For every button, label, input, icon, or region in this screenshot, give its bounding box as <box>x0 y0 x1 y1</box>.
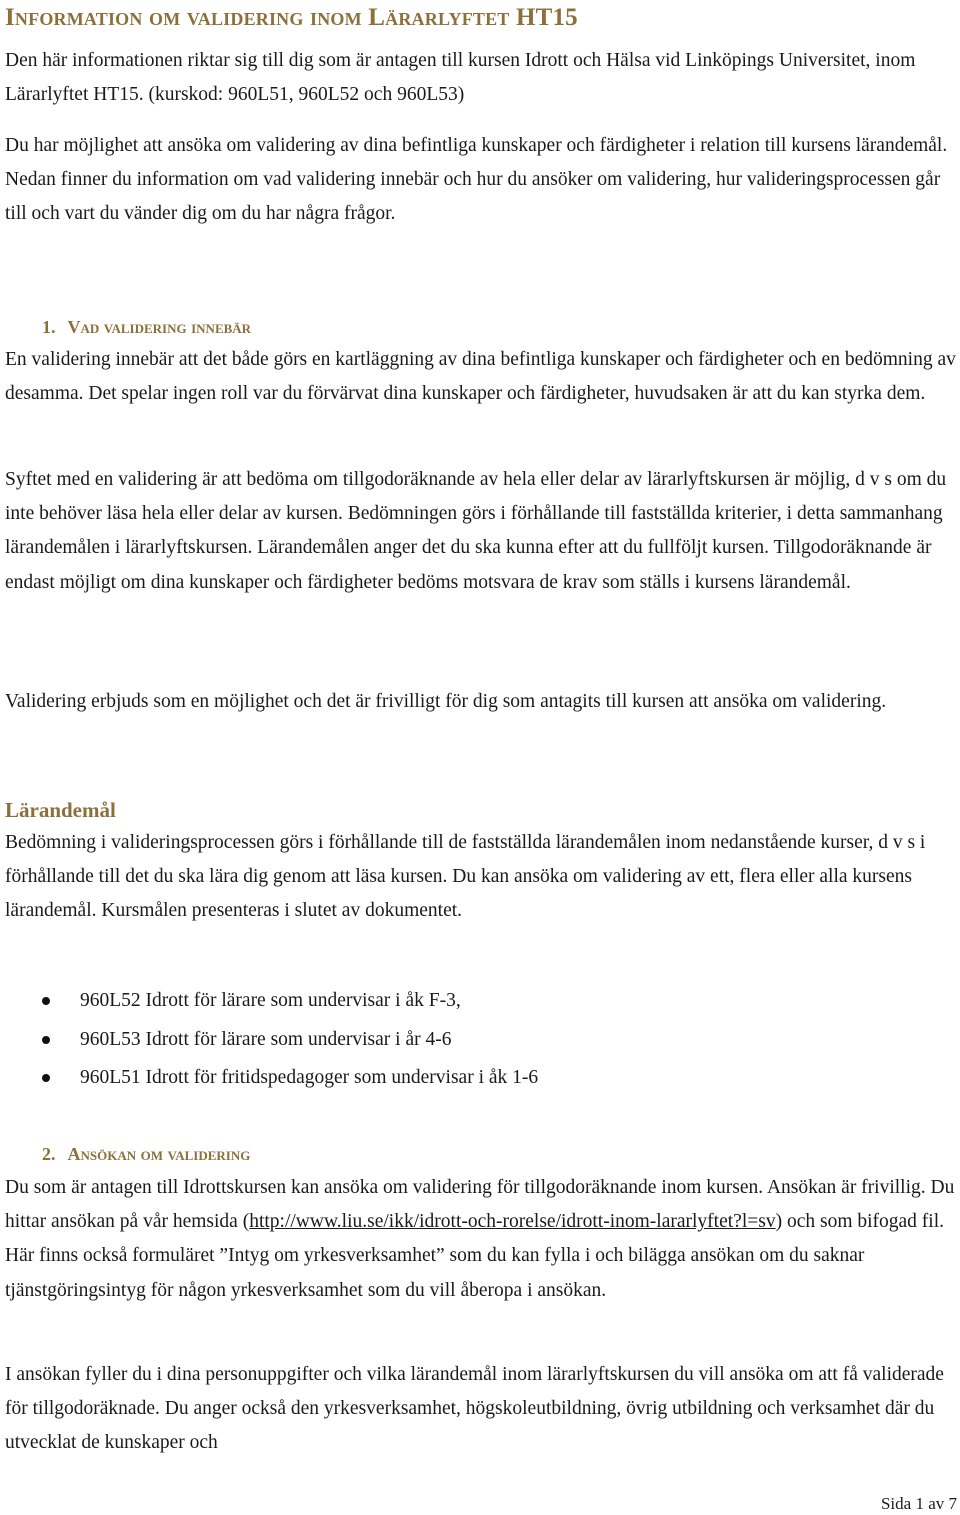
section-1-paragraph-1: En validering innebär att det både görs en kartläggning av dina befintliga kunskaper och färdigheter och en bedömning av desamma. Det spelar ingen roll var du förvärvat dina kunskaper och färdigheter, huvudsaken är att du kan styrka dem. <box>5 349 956 405</box>
list-item <box>0 1061 960 1100</box>
bullet-icon <box>42 1074 50 1082</box>
section-2-heading <box>42 1140 250 1168</box>
intro-paragraph-2: Du har möjlighet att ansöka om validering av dina befintliga kunskaper och färdigheter i relation till kursens lärandemål. Nedan finner du information om vad validering innebär och hur du ansöker om validering, hur valideringsprocessen går till och vart du vänder dig om du har några frågor. <box>5 135 948 225</box>
bullet-icon <box>42 1036 50 1044</box>
section-1-number: 1. <box>42 317 56 337</box>
list-item <box>0 1023 960 1062</box>
section-2-paragraph-2: I ansökan fyller du i dina personuppgifter och vilka lärandemål inom lärarlyftskursen du vill ansöka om att få validerade för tillgodoräknade. Du anger också den yrkesverksamhet, högskoleutbildning, övrig utbildning och verksamhet där du utvecklat de kunskaper och <box>5 1364 944 1454</box>
section-1-paragraph-3: Validering erbjuds som en möjlighet och det är frivilligt för dig som antagits till kursen att ansöka om validering. <box>5 691 887 712</box>
list-item <box>0 984 960 1023</box>
course-label: 960L52 Idrott för lärare som undervisar i åk F-3, <box>80 990 461 1011</box>
page-number: Sida 1 av 7 <box>880 1494 957 1513</box>
section-2-text-before-link: Du som är antagen till Idrottskursen kan ansöka om validering för tillgodoräknande inom kursen. Ansökan är frivillig. Du hittar ansökan på vår hemsida ( <box>5 1177 955 1233</box>
section-2-text-after-link: ) och som bifogad fil. Här finns också formuläret ”Intyg om yrkesverksamhet” som du kan fylla i och bilägga ansökan om du saknar tjänstgöringsintyg för någon yrkesverksamhet som du vill åberopa i ansökan. <box>5 1211 945 1301</box>
section-2-number: 2. <box>42 1144 56 1164</box>
section-1-title: Vad validering innebär <box>67 317 252 337</box>
document-title: Information om validering inom Lärarlyftet HT15 <box>5 4 578 31</box>
course-list <box>0 984 960 1100</box>
bullet-icon <box>42 997 50 1005</box>
section-1-paragraph-2: Syftet med en validering är att bedöma om tillgodoräknande av hela eller delar av lärarlyftskursen är möjlig, d v s om du inte behöver läsa hela eller delar av kursen. Bedömningen görs i förhållande till fastställda kriterier, i detta sammanhang lärandemålen i lärarlyftskursen. Lärandemålen anger det du ska kunna efter att du fullföljt kursen. Tillgodoräknande är endast möjligt om dina kunskaper och färdigheter bedöms motsvara de krav som ställs i kursens lärandemål. <box>5 469 947 593</box>
learning-goals-heading: Lärandemål <box>5 798 116 822</box>
course-label: 960L53 Idrott för lärare som undervisar i år 4-6 <box>80 1028 452 1050</box>
course-label: 960L51 Idrott för fritidspedagoger som undervisar i åk 1-6 <box>80 1067 539 1089</box>
section-2-paragraph-1 <box>5 1171 957 1308</box>
application-link[interactable]: http://www.liu.se/ikk/idrott-och-rorelse/idrott-inom-lararlyftet?l=sv <box>249 1211 776 1233</box>
section-2-title: Ansökan om validering <box>67 1144 251 1164</box>
section-1-heading <box>42 313 251 341</box>
intro-paragraph-1: Den här informationen riktar sig till dig som är antagen till kursen Idrott och Hälsa vid Linköpings Universitet, inom Lärarlyftet HT15. (kurskod: 960L51, 960L52 och 960L53) <box>5 50 916 106</box>
learning-goals-paragraph: Bedömning i valideringsprocessen görs i förhållande till de fastställda lärandemålen inom nedanstående kurser, d v s i förhållande till det du ska lära dig genom att läsa kursen. Du kan ansöka om validering av ett, flera eller alla kursens lärandemål. Kursmålen presenteras i slutet av dokumentet. <box>5 832 926 922</box>
